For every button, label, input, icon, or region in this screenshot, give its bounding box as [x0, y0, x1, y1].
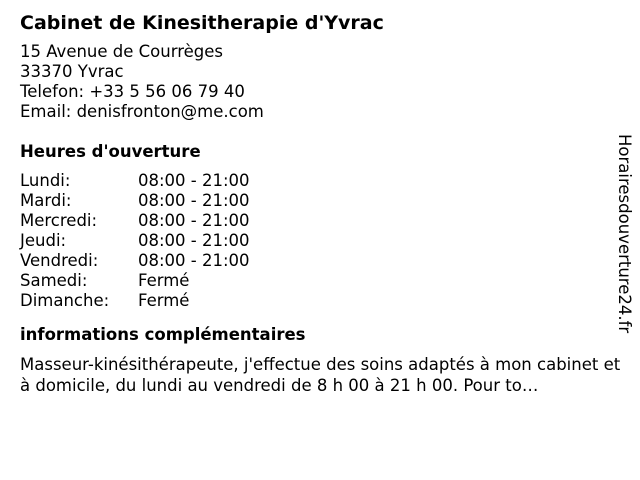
day-label: Lundi: — [20, 171, 71, 190]
business-name: Cabinet de Kinesitherapie d'Yvrac — [20, 12, 384, 34]
hours-table — [20, 171, 600, 311]
hours-row-thursday — [20, 231, 600, 251]
hours-heading: Heures d'ouverture — [20, 142, 201, 161]
hours-row-saturday — [20, 271, 600, 291]
day-hours: 08:00 - 21:00 — [138, 171, 250, 190]
business-card — [20, 10, 621, 396]
hours-row-monday — [20, 171, 600, 191]
day-label: Mercredi: — [20, 211, 98, 230]
info-heading: informations complémentaires — [20, 325, 306, 344]
day-hours: 08:00 - 21:00 — [138, 191, 250, 210]
address-line1: 15 Avenue de Courrèges — [20, 42, 224, 61]
hours-row-wednesday — [20, 211, 600, 231]
day-hours: 08:00 - 21:00 — [138, 251, 250, 270]
day-hours: Fermé — [138, 291, 190, 310]
day-label: Mardi: — [20, 191, 72, 210]
hours-row-sunday — [20, 291, 600, 311]
day-label: Vendredi: — [20, 251, 99, 270]
phone-number[interactable]: Telefon: +33 5 56 06 79 40 — [20, 82, 245, 101]
day-label: Dimanche: — [20, 291, 110, 310]
day-hours: 08:00 - 21:00 — [138, 211, 250, 230]
day-hours: 08:00 - 21:00 — [138, 231, 250, 250]
day-label: Jeudi: — [20, 231, 67, 250]
address-line2: 33370 Yvrac — [20, 62, 124, 81]
email-address[interactable]: Email: denisfronton@me.com — [20, 102, 264, 121]
info-description: Masseur-kinésithérapeute, j'effectue des soins adaptés à mon cabinet et à domicile, du lundi au vendredi de 8 h 00 à 21 h 00. Pour to… — [20, 355, 621, 395]
day-hours: Fermé — [138, 271, 190, 290]
day-label: Samedi: — [20, 271, 88, 290]
site-watermark: Horairesdouverture24.fr — [615, 134, 634, 334]
hours-row-tuesday — [20, 191, 600, 211]
hours-row-friday — [20, 251, 600, 271]
